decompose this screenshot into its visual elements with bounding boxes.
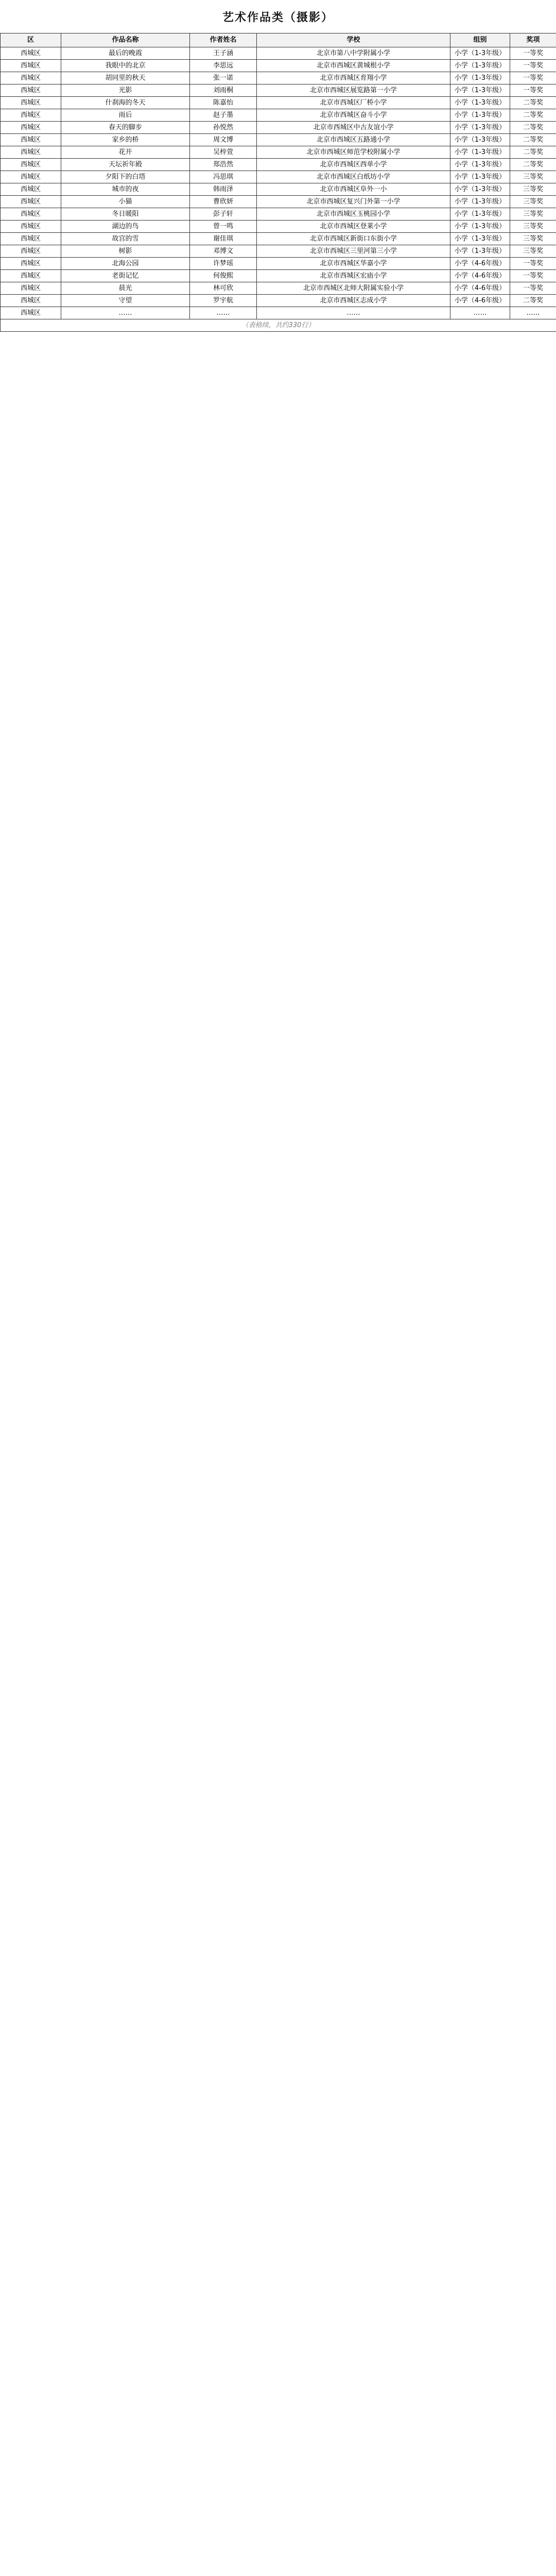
cell-district: 西城区 [1, 84, 61, 97]
cell-school: 北京市西城区北师大附属实验小学 [257, 282, 450, 295]
cell-school: 北京市西城区复兴门外第一小学 [257, 196, 450, 208]
cell-award: 一等奖 [510, 72, 556, 84]
cell-group: 小学（1-3年级） [450, 84, 510, 97]
cell-group: 小学（4-6年级） [450, 282, 510, 295]
cell-school: 北京市西城区奋斗小学 [257, 109, 450, 122]
cell-author: 韩雨泽 [190, 183, 257, 196]
cell-school: 北京市西城区新街口东街小学 [257, 233, 450, 245]
cell-district: 西城区 [1, 97, 61, 109]
cell-work-title: 守望 [61, 295, 190, 307]
cell-work-title: 北海公园 [61, 258, 190, 270]
cell-district: 西城区 [1, 171, 61, 183]
table-row [1, 122, 556, 134]
cell-work-title: 花开 [61, 146, 190, 159]
cell-district: 西城区 [1, 221, 61, 233]
header-district: 区 [1, 33, 61, 47]
cell-group: 小学（1-3年级） [450, 97, 510, 109]
table-row [1, 270, 556, 282]
cell-award: 二等奖 [510, 109, 556, 122]
table-row [1, 245, 556, 258]
cell-author: 冯思琪 [190, 171, 257, 183]
cell-school: 北京市西城区三里河第三小学 [257, 245, 450, 258]
cell-author: 曾一鸣 [190, 221, 257, 233]
header-award: 奖项 [510, 33, 556, 47]
cell-work-title: 天坛祈年殿 [61, 159, 190, 171]
cell-author: 谢佳琪 [190, 233, 257, 245]
cell-award: 二等奖 [510, 122, 556, 134]
cell-award: …… [510, 307, 556, 319]
cell-award: 三等奖 [510, 171, 556, 183]
cell-group: 小学（1-3年级） [450, 72, 510, 84]
cell-district: 西城区 [1, 307, 61, 319]
cell-work-title: 最后的晚霞 [61, 47, 190, 60]
cell-author: 罗宇航 [190, 295, 257, 307]
cell-award: 二等奖 [510, 97, 556, 109]
cell-work-title: 故宫的雪 [61, 233, 190, 245]
cell-group: 小学（1-3年级） [450, 134, 510, 146]
cell-award: 三等奖 [510, 245, 556, 258]
cell-award: 一等奖 [510, 60, 556, 72]
table-header-row [1, 33, 556, 47]
cell-group: 小学（1-3年级） [450, 171, 510, 183]
cell-work-title: 晨光 [61, 282, 190, 295]
cell-author: 李思远 [190, 60, 257, 72]
cell-author: 何俊熙 [190, 270, 257, 282]
cell-award: 三等奖 [510, 221, 556, 233]
table-row [1, 307, 556, 319]
cell-school: 北京市西城区宏庙小学 [257, 270, 450, 282]
cell-award: 一等奖 [510, 47, 556, 60]
table-row [1, 159, 556, 171]
cell-award: 一等奖 [510, 84, 556, 97]
cell-work-title: 什刹海的冬天 [61, 97, 190, 109]
table-row [1, 84, 556, 97]
cell-school: 北京市第八中学附属小学 [257, 47, 450, 60]
table-row [1, 47, 556, 60]
cell-school: 北京市西城区五路通小学 [257, 134, 450, 146]
cell-author: 吴梓萱 [190, 146, 257, 159]
cell-school: 北京市西城区展览路第一小学 [257, 84, 450, 97]
cell-author: 刘雨桐 [190, 84, 257, 97]
cell-group: 小学（1-3年级） [450, 196, 510, 208]
cell-award: 二等奖 [510, 159, 556, 171]
table-row [1, 196, 556, 208]
cell-work-title: …… [61, 307, 190, 319]
table-row [1, 60, 556, 72]
cell-district: 西城区 [1, 72, 61, 84]
cell-district: 西城区 [1, 159, 61, 171]
document-title: 艺术作品类（摄影） [222, 10, 334, 24]
cell-school: 北京市西城区中古友谊小学 [257, 122, 450, 134]
cell-work-title: 城市的夜 [61, 183, 190, 196]
cell-school: 北京市西城区西单小学 [257, 159, 450, 171]
cell-author: 周文博 [190, 134, 257, 146]
cell-author: 王子涵 [190, 47, 257, 60]
cell-work-title: 春天的脚步 [61, 122, 190, 134]
cell-author: 张一诺 [190, 72, 257, 84]
cell-district: 西城区 [1, 282, 61, 295]
cell-group: …… [450, 307, 510, 319]
cell-school: 北京市西城区厂桥小学 [257, 97, 450, 109]
cell-author: 孙悦然 [190, 122, 257, 134]
cell-group: 小学（1-3年级） [450, 109, 510, 122]
cell-author: 郑浩然 [190, 159, 257, 171]
cell-district: 西城区 [1, 60, 61, 72]
cell-district: 西城区 [1, 47, 61, 60]
cell-group: 小学（1-3年级） [450, 47, 510, 60]
table-row [1, 72, 556, 84]
cell-district: 西城区 [1, 122, 61, 134]
cell-group: 小学（1-3年级） [450, 233, 510, 245]
cell-group: 小学（1-3年级） [450, 245, 510, 258]
cell-school: 北京市西城区黄城根小学 [257, 60, 450, 72]
cell-work-title: 胡同里的秋天 [61, 72, 190, 84]
cell-district: 西城区 [1, 109, 61, 122]
cell-award: 一等奖 [510, 270, 556, 282]
cell-district: 西城区 [1, 233, 61, 245]
cell-district: 西城区 [1, 146, 61, 159]
table-row [1, 208, 556, 221]
cell-district: 西城区 [1, 196, 61, 208]
table-row [1, 171, 556, 183]
cell-work-title: 老街记忆 [61, 270, 190, 282]
table-row [1, 146, 556, 159]
cell-district: 西城区 [1, 134, 61, 146]
cell-district: 西城区 [1, 183, 61, 196]
header-group: 组别 [450, 33, 510, 47]
cell-work-title: 光影 [61, 84, 190, 97]
table-row [1, 295, 556, 307]
cell-school: 北京市西城区登莱小学 [257, 221, 450, 233]
cell-school: …… [257, 307, 450, 319]
awards-table [0, 33, 556, 332]
cell-group: 小学（1-3年级） [450, 159, 510, 171]
cell-group: 小学（4-6年级） [450, 295, 510, 307]
table-body [1, 47, 556, 332]
table-row [1, 109, 556, 122]
cell-group: 小学（1-3年级） [450, 208, 510, 221]
table-row [1, 221, 556, 233]
cell-district: 西城区 [1, 258, 61, 270]
table-row [1, 183, 556, 196]
cell-group: 小学（1-3年级） [450, 183, 510, 196]
table-continuation-row [1, 319, 556, 332]
cell-school: 北京市西城区志成小学 [257, 295, 450, 307]
cell-award: 三等奖 [510, 208, 556, 221]
table-row [1, 134, 556, 146]
cell-work-title: 雨后 [61, 109, 190, 122]
cell-district: 西城区 [1, 295, 61, 307]
cell-district: 西城区 [1, 270, 61, 282]
cell-school: 北京市西城区育翔小学 [257, 72, 450, 84]
cell-author: 赵子墨 [190, 109, 257, 122]
cell-group: 小学（1-3年级） [450, 221, 510, 233]
cell-author: 邓博文 [190, 245, 257, 258]
header-work-title: 作品名称 [61, 33, 190, 47]
header-school: 学校 [257, 33, 450, 47]
cell-award: 三等奖 [510, 196, 556, 208]
cell-group: 小学（4-6年级） [450, 270, 510, 282]
cell-award: 二等奖 [510, 134, 556, 146]
cell-award: 二等奖 [510, 295, 556, 307]
cell-work-title: 树影 [61, 245, 190, 258]
cell-author: 林可欣 [190, 282, 257, 295]
cell-school: 北京市西城区白纸坊小学 [257, 171, 450, 183]
cell-author: 曹欣妍 [190, 196, 257, 208]
table-row [1, 97, 556, 109]
cell-group: 小学（1-3年级） [450, 122, 510, 134]
cell-author: 许梦瑶 [190, 258, 257, 270]
cell-award: 二等奖 [510, 146, 556, 159]
table-row [1, 258, 556, 270]
cell-work-title: 家乡的桥 [61, 134, 190, 146]
cell-award: 一等奖 [510, 258, 556, 270]
cell-district: 西城区 [1, 245, 61, 258]
cell-award: 三等奖 [510, 233, 556, 245]
cell-school: 北京市西城区玉桃园小学 [257, 208, 450, 221]
cell-work-title: 夕阳下的白塔 [61, 171, 190, 183]
cell-author: …… [190, 307, 257, 319]
cell-award: 三等奖 [510, 183, 556, 196]
table-row [1, 282, 556, 295]
cell-work-title: 小猫 [61, 196, 190, 208]
cell-award: 一等奖 [510, 282, 556, 295]
cell-group: 小学（1-3年级） [450, 146, 510, 159]
cell-work-title: 我眼中的北京 [61, 60, 190, 72]
cell-school: 北京市西城区阜外一小 [257, 183, 450, 196]
cell-work-title: 冬日暖阳 [61, 208, 190, 221]
cell-group: 小学（1-3年级） [450, 60, 510, 72]
cell-author: 陈嘉怡 [190, 97, 257, 109]
cell-school: 北京市西城区师范学校附属小学 [257, 146, 450, 159]
cell-school: 北京市西城区华嘉小学 [257, 258, 450, 270]
cell-author: 彭子轩 [190, 208, 257, 221]
continuation-note: （表格续，共约330行） [1, 319, 556, 332]
cell-district: 西城区 [1, 208, 61, 221]
header-author: 作者姓名 [190, 33, 257, 47]
table-row [1, 233, 556, 245]
cell-work-title: 湖边的鸟 [61, 221, 190, 233]
cell-group: 小学（4-6年级） [450, 258, 510, 270]
